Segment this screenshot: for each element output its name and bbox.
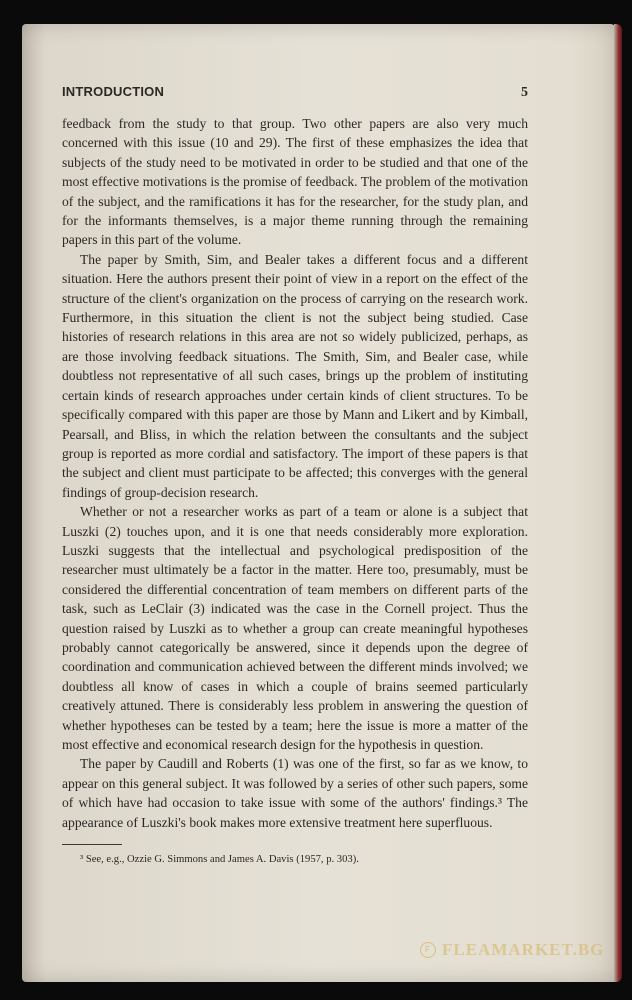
paragraph: Whether or not a researcher works as part of a team or alone is a subject that Luszki (2) touches upon, and it is one that needs considerably more exploration. Luszki suggests that the intellectual and psychological predisposition of the researcher must ultimately be a factor in the matter. Here too, presumably, must be considered the differential concentration of team members on different parts of the task, such as LeClair (3) indicated was the case in the Cornell project. Thus the question raised by Luszki as to whether a group can create meaningful hypotheses probably cannot categorically be answered, since it depends upon the degree of coordination and communication achieved between the different minds involved; we doubtless all know of cases in which a couple of brains seemed particularly creatively attuned. There is considerably less problem in answering the question of whether hypotheses can be tested by a team; here the issue is more a matter of the most effective and economical research design for the hypothesis in question. bbox=[62, 504, 528, 752]
running-head bbox=[62, 84, 528, 108]
watermark-text: FLEAMARKET.BG bbox=[442, 940, 605, 959]
watermark-logo-icon: F bbox=[420, 942, 436, 958]
footnote-divider bbox=[62, 844, 122, 845]
page-text-block bbox=[62, 84, 528, 867]
paragraph: The paper by Smith, Sim, and Bealer takes a different focus and a different situation. Here the authors present their point of view in a report on the effect of the structure of the client's organization on the process of carrying on the research work. Furthermore, in this situation the client is not the subject being studied. Case histories of research relations in this area are not so widely publicized, perhaps, as are those involving feedback situations. The Smith, Sim, and Bealer case, while doubtless not representative of all such cases, brings up the problem of instituting certain kinds of research approaches under certain kinds of client structures. To be specifically compared with this paper are those by Mann and Likert and by Kimball, Pearsall, and Bliss, in which the relation between the consultants and the subject group is reported as more cordial and satisfactory. The import of these papers is that the subject and client must participate to be affected; this converges with the general findings of group-decision research. bbox=[62, 251, 528, 500]
section-title: INTRODUCTION bbox=[62, 84, 165, 99]
footnote: ³ See, e.g., Ozzie G. Simmons and James A. Davis (1957, p. 303). bbox=[80, 854, 359, 866]
book-page-edge bbox=[614, 24, 622, 982]
watermark bbox=[420, 940, 604, 960]
page-number: 5 bbox=[521, 85, 528, 100]
paragraph: The paper by Caudill and Roberts (1) was one of the first, so far as we know, to appear on this general subject. It was followed by a series of other such papers, some of which have had occasion to take issue with some of the authors' findings.³ The appearance of Luszki's book makes more extensive treatment here superfluous. bbox=[62, 756, 528, 830]
paragraph-continued: feedback from the study to that group. Two other papers are also very much concerned with this issue (10 and 29). The first of these emphasizes the idea that subjects of the study need to be motivated in order to be studied and that one of the most effective motivations is the promise of feedback. The problem of the motivation of the subject, and the ramifications it has for the researcher, for the study plan, and for the informants themselves, is a major theme running through the remaining papers in this part of the volume. bbox=[62, 116, 528, 248]
